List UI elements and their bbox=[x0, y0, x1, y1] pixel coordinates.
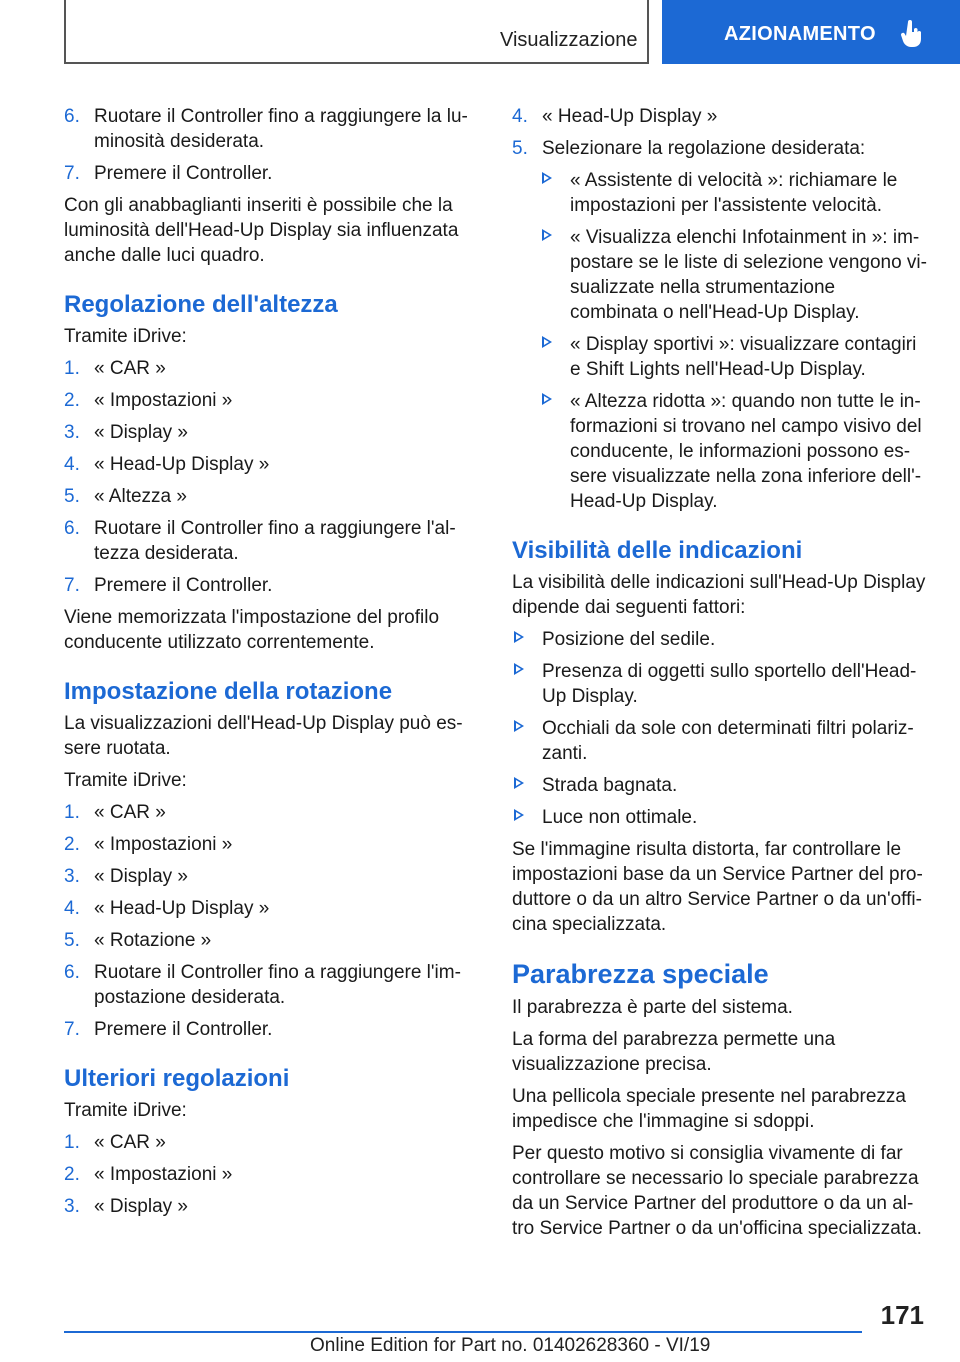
step-number: 3. bbox=[64, 422, 80, 443]
step-number: 5. bbox=[64, 486, 80, 507]
step-text: « Impostazioni » bbox=[94, 390, 233, 411]
triangle-bullet-icon bbox=[514, 631, 524, 643]
hand-pointer-icon bbox=[900, 20, 922, 48]
list-item bbox=[64, 484, 476, 509]
paragraph: La visibilità delle indicazioni sull'Head-Up Display dipende dai seguenti fattori: bbox=[512, 572, 926, 618]
step-number: 7. bbox=[64, 1019, 80, 1040]
bullet-text: « Assistente di velocità »: richiamare le impostazioni per l'assistente velocità. bbox=[570, 170, 898, 216]
sub-bullet-item bbox=[512, 168, 927, 218]
step-number: 6. bbox=[64, 518, 80, 539]
step-number: 3. bbox=[64, 1196, 80, 1217]
list-item bbox=[64, 832, 476, 857]
bullet-text: « Altezza ridotta »: quando non tutte le informazioni si trovano nel campo visivo del conducente, le informazioni possono essere visualizzate nella zona inferiore dell'Head-Up Display. bbox=[570, 391, 922, 512]
bullet-item bbox=[512, 627, 927, 652]
triangle-bullet-icon bbox=[514, 663, 524, 675]
bullet-text: Luce non ottimale. bbox=[542, 807, 698, 828]
step-text: Ruotare il Controller fino a raggiungere l'altezza desiderata. bbox=[94, 518, 456, 564]
triangle-bullet-icon bbox=[514, 809, 524, 821]
step-number: 5. bbox=[512, 138, 528, 159]
paragraph: Se l'immagine risulta distorta, far controllare le impostazioni base da un Service Partner del produttore o da un altro Service Partner o da un'officina specializzata. bbox=[512, 839, 923, 935]
paragraph: Tramite iDrive: bbox=[64, 1100, 187, 1121]
list-item bbox=[64, 960, 476, 1010]
header-section-title: Visualizzazione bbox=[500, 29, 638, 51]
paragraph: Tramite iDrive: bbox=[64, 770, 187, 791]
step-text: « CAR » bbox=[94, 1132, 166, 1153]
heading-altezza: Regolazione dell'altezza bbox=[64, 291, 338, 318]
paragraph: Con gli anabbaglianti inseriti è possibile che la luminosità dell'Head-Up Display sia influenzata anche dalle luci quadro. bbox=[64, 195, 459, 266]
step-number: 6. bbox=[64, 106, 80, 127]
step-text: « Head-Up Display » bbox=[94, 898, 270, 919]
header-chapter-label: AZIONAMENTO bbox=[724, 22, 876, 45]
step-text: Premere il Controller. bbox=[94, 1019, 273, 1040]
step-text: Premere il Controller. bbox=[94, 575, 273, 596]
sub-bullet-item bbox=[512, 332, 927, 382]
list-item bbox=[64, 896, 476, 921]
sub-bullet-item bbox=[512, 389, 927, 514]
paragraph: La visualizzazioni dell'Head-Up Display può essere ruotata. bbox=[64, 713, 463, 759]
paragraph: Una pellicola speciale presente nel parabrezza impedisce che l'immagine si sdoppi. bbox=[512, 1086, 906, 1132]
heading-visibilita: Visibilità delle indicazioni bbox=[512, 537, 803, 564]
list-item bbox=[64, 800, 476, 825]
list-item bbox=[64, 420, 476, 445]
paragraph: Il parabrezza è parte del sistema. bbox=[512, 997, 793, 1018]
list-item bbox=[64, 1194, 476, 1219]
step-text: « CAR » bbox=[94, 358, 166, 379]
footer-edition: Online Edition for Part no. 01402628360 - VI/19 bbox=[310, 1335, 711, 1356]
step-text: « Display » bbox=[94, 866, 188, 887]
step-number: 4. bbox=[512, 106, 528, 127]
step-number: 4. bbox=[64, 898, 80, 919]
bullet-item bbox=[512, 773, 927, 798]
step-number: 1. bbox=[64, 802, 80, 823]
header-chapter-tab bbox=[662, 0, 960, 64]
step-text: « Display » bbox=[94, 1196, 188, 1217]
step-text: « CAR » bbox=[94, 802, 166, 823]
step-number: 1. bbox=[64, 358, 80, 379]
step-number: 6. bbox=[64, 962, 80, 983]
step-text: « Head-Up Display » bbox=[94, 454, 270, 475]
paragraph: La forma del parabrezza permette una visualizzazione precisa. bbox=[512, 1029, 836, 1075]
right-column bbox=[512, 104, 927, 1248]
step-text: Selezionare la regolazione desiderata: bbox=[542, 138, 866, 159]
list-item bbox=[64, 1162, 476, 1187]
paragraph: Viene memorizzata l'impostazione del profilo conducente utilizzato correntemente. bbox=[64, 607, 440, 653]
triangle-bullet-icon bbox=[542, 172, 552, 184]
list-item bbox=[64, 104, 476, 154]
triangle-bullet-icon bbox=[514, 777, 524, 789]
triangle-bullet-icon bbox=[542, 229, 552, 241]
sub-bullet-item bbox=[512, 225, 927, 325]
bullet-text: Presenza di oggetti sullo sportello dell'Head-Up Display. bbox=[542, 661, 917, 707]
bullet-text: « Visualizza elenchi Infotainment in »: impostare se le liste di selezione vengono visualizzate nella strumentazione combinata o nell'Head-Up Display. bbox=[570, 227, 927, 323]
triangle-bullet-icon bbox=[542, 336, 552, 348]
list-item bbox=[64, 356, 476, 381]
step-text: « Head-Up Display » bbox=[542, 106, 718, 127]
triangle-bullet-icon bbox=[542, 393, 552, 405]
bullet-text: Strada bagnata. bbox=[542, 775, 678, 796]
step-text: Premere il Controller. bbox=[94, 163, 273, 184]
left-column bbox=[64, 104, 476, 1226]
step-text: « Impostazioni » bbox=[94, 834, 233, 855]
heading-rotazione: Impostazione della rotazione bbox=[64, 678, 393, 705]
step-text: « Display » bbox=[94, 422, 188, 443]
list-item bbox=[64, 161, 476, 186]
step-text: Ruotare il Controller fino a raggiungere l'impostazione desiderata. bbox=[94, 962, 461, 1008]
heading-parabrezza: Parabrezza speciale bbox=[512, 959, 769, 989]
step-text: « Impostazioni » bbox=[94, 1164, 233, 1185]
step-number: 2. bbox=[64, 1164, 80, 1185]
bullet-item bbox=[512, 716, 927, 766]
step-number: 3. bbox=[64, 866, 80, 887]
list-item bbox=[512, 136, 927, 161]
list-item bbox=[64, 864, 476, 889]
step-number: 2. bbox=[64, 834, 80, 855]
bullet-text: « Display sportivi »: visualizzare contagiri e Shift Lights nell'Head-Up Display. bbox=[570, 334, 917, 380]
bullet-text: Posizione del sedile. bbox=[542, 629, 716, 650]
step-number: 1. bbox=[64, 1132, 80, 1153]
page-number: 171 bbox=[880, 1300, 924, 1330]
bullet-text: Occhiali da sole con determinati filtri polarizzanti. bbox=[542, 718, 914, 764]
heading-ulteriori: Ulteriori regolazioni bbox=[64, 1065, 290, 1092]
bullet-item bbox=[512, 659, 927, 709]
footer-divider bbox=[64, 1331, 862, 1333]
list-item bbox=[64, 573, 476, 598]
paragraph: Tramite iDrive: bbox=[64, 326, 187, 347]
list-item bbox=[512, 104, 927, 129]
step-text: « Altezza » bbox=[94, 486, 187, 507]
list-item bbox=[64, 928, 476, 953]
list-item bbox=[64, 388, 476, 413]
step-number: 2. bbox=[64, 390, 80, 411]
triangle-bullet-icon bbox=[514, 720, 524, 732]
step-number: 7. bbox=[64, 163, 80, 184]
step-number: 5. bbox=[64, 930, 80, 951]
list-item bbox=[64, 1017, 476, 1042]
bullet-item bbox=[512, 805, 927, 830]
paragraph: Per questo motivo si consiglia vivamente di far controllare se necessario lo speciale parabrezza da un Service Partner del produttore o da un altro Service Partner o da un'officina specializzata. bbox=[512, 1143, 922, 1239]
list-item bbox=[64, 1130, 476, 1155]
list-item bbox=[64, 452, 476, 477]
step-number: 7. bbox=[64, 575, 80, 596]
step-text: Ruotare il Controller fino a raggiungere la luminosità desiderata. bbox=[94, 106, 468, 152]
step-number: 4. bbox=[64, 454, 80, 475]
list-item bbox=[64, 516, 476, 566]
step-text: « Rotazione » bbox=[94, 930, 212, 951]
